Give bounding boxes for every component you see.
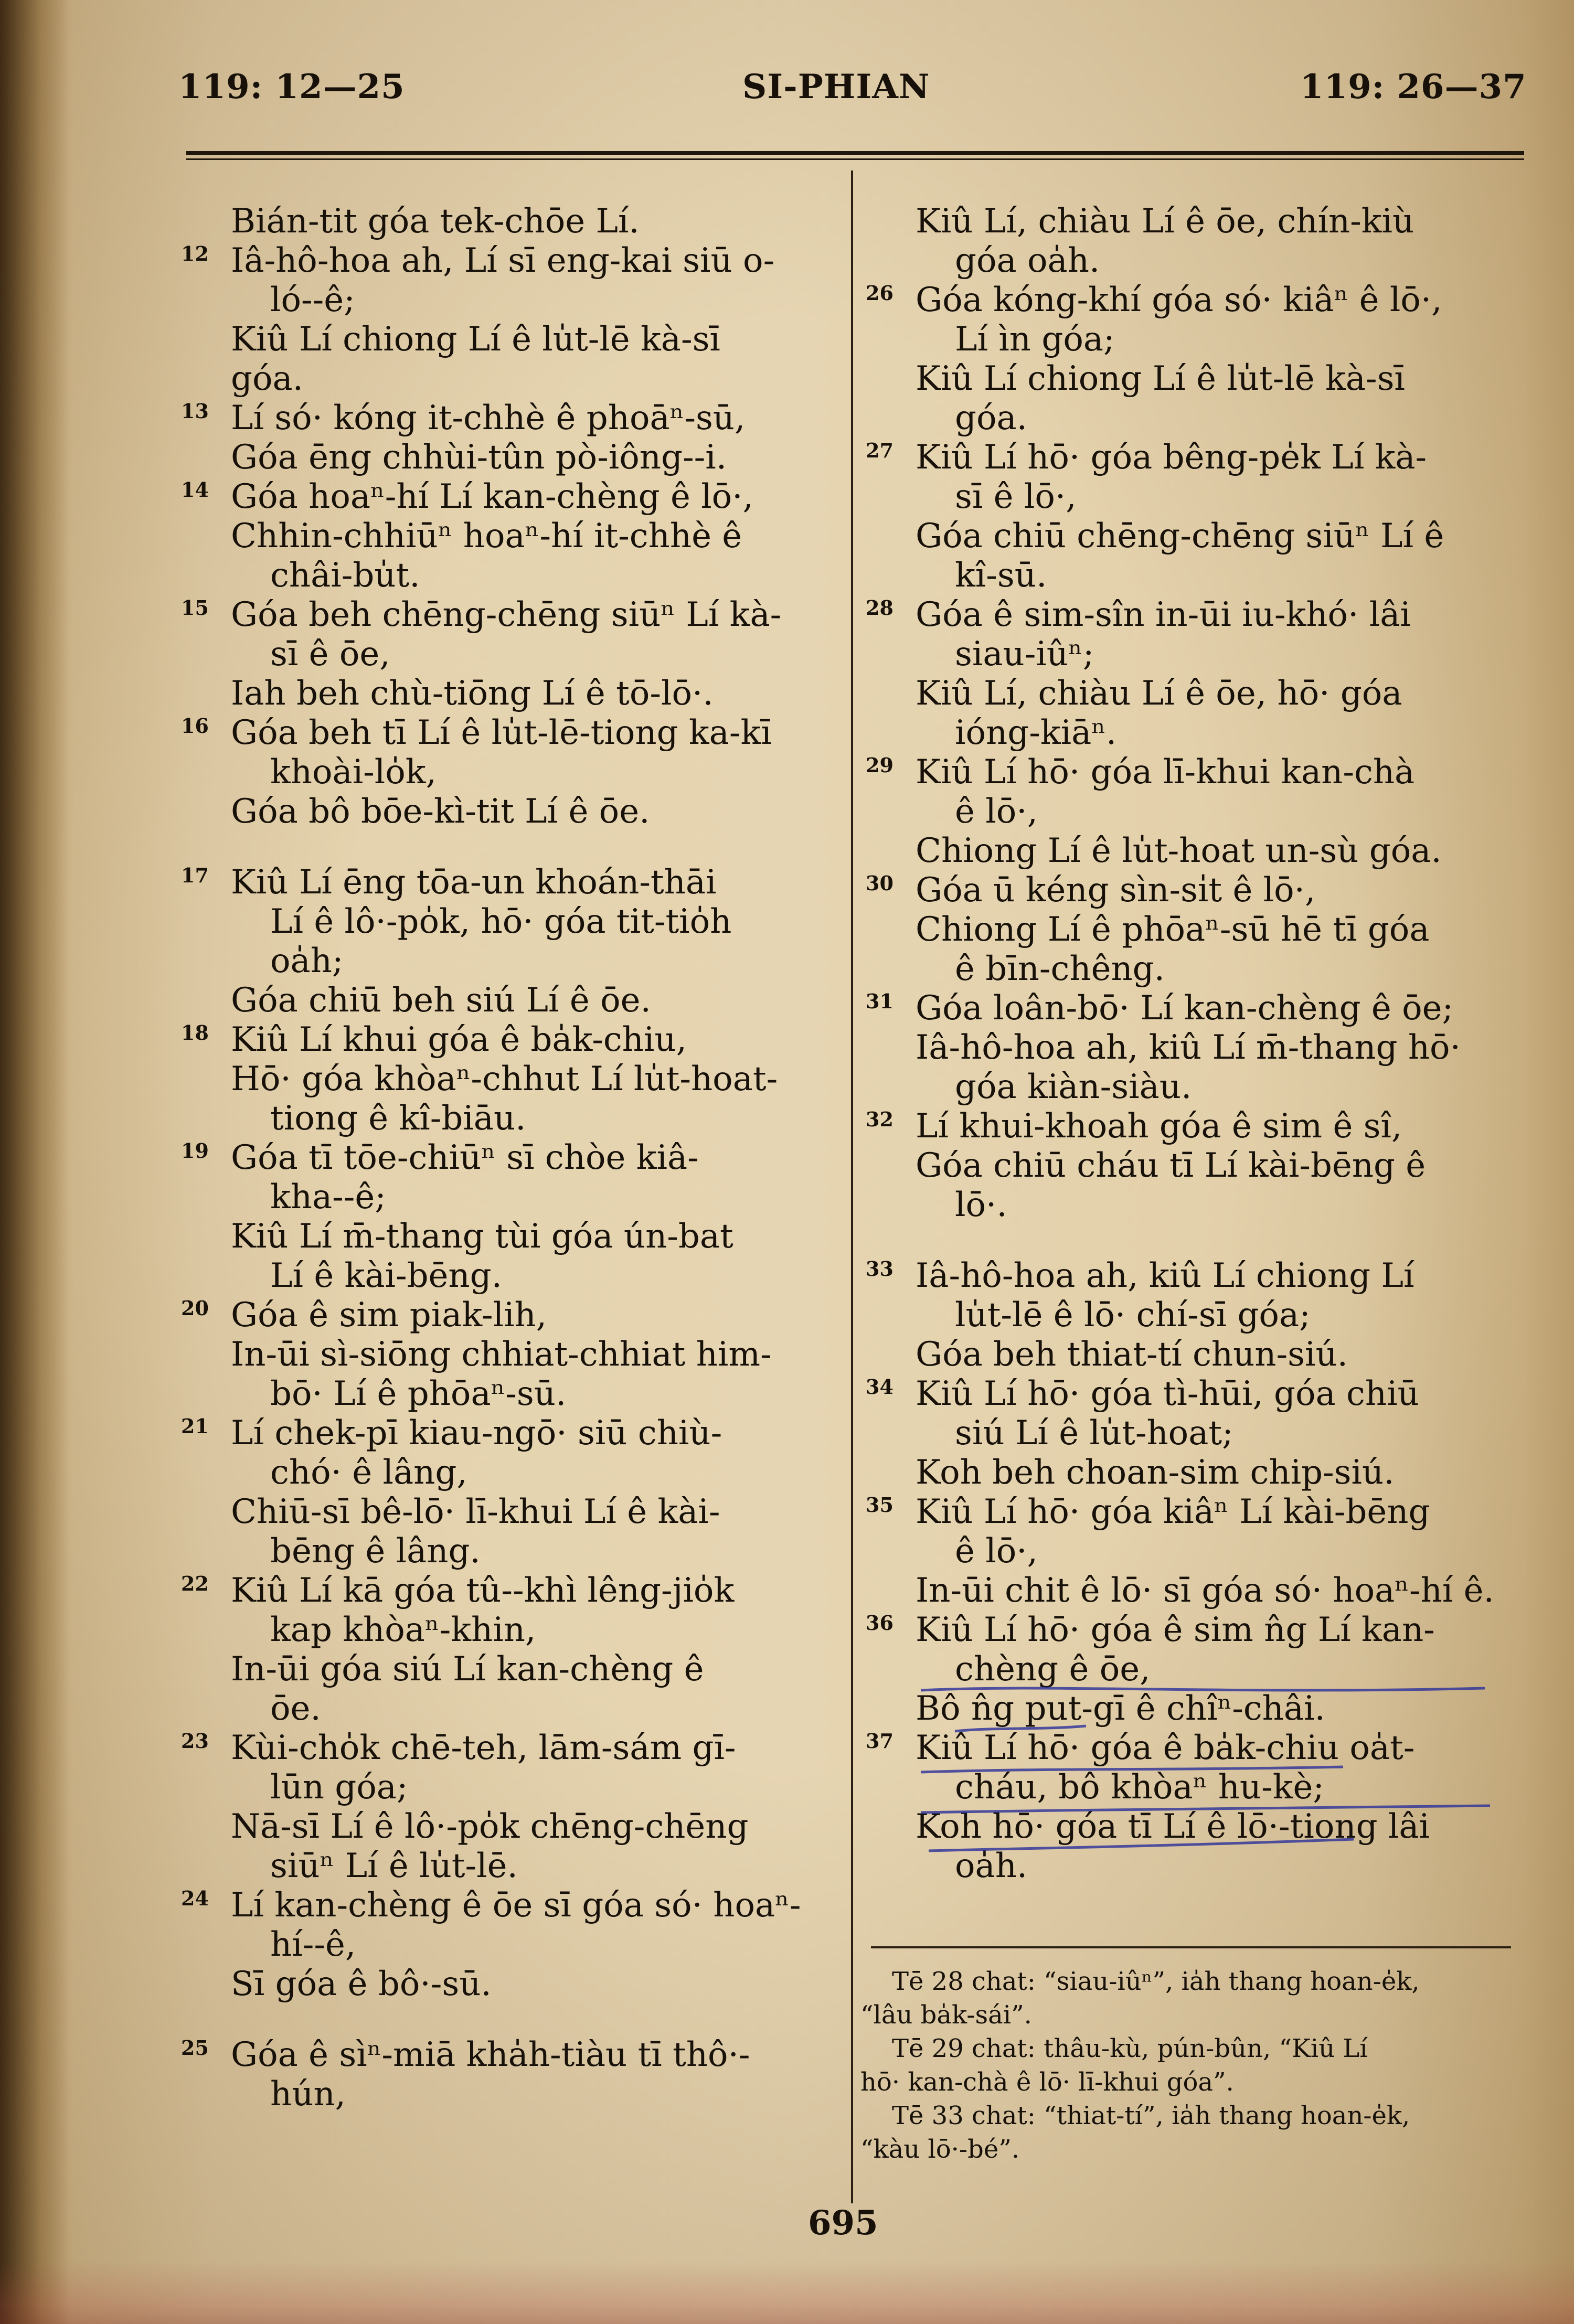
verse-line: Góa ê sìⁿ-miā kha̍h-tiàu tī thô·-: [231, 2035, 750, 2074]
verse: [181, 2035, 834, 2114]
verse-line: lu̍t-lē ê lō· chí-sī góa;: [955, 1296, 1311, 1335]
verse-line: siau-iûⁿ;: [955, 635, 1094, 674]
verse-line: Kiû Lí, chiàu Lí ê ōe, chín-kiù: [916, 202, 1415, 241]
footnote-line: Tē 33 chat: “thiat-tí”, ia̍h thang hoan-e̍k,: [892, 2101, 1410, 2130]
verse-line: Góa ū kéng sìn-si̍t ê lō·,: [916, 871, 1316, 910]
verse-number: 13: [181, 399, 209, 423]
verse-line: khoài-lo̍k,: [270, 753, 437, 792]
verse-number: 25: [181, 2036, 209, 2060]
verse-line: Kiû Lí, chiàu Lí ê ōe, hō· góa: [916, 674, 1402, 713]
verse-number: 23: [181, 1729, 209, 1753]
verse-line: Chhin-chhiūⁿ hoaⁿ-hí it-chhè ê: [231, 517, 742, 556]
verse-line: Hō· góa khòaⁿ-chhut Lí lu̍t-hoat-: [231, 1060, 778, 1099]
left-column: [181, 202, 834, 2114]
verse-number: 36: [866, 1611, 894, 1635]
verse-line: Kiû Lí hō· góa bêng-pe̍k Lí kà-: [916, 438, 1427, 477]
verse: [181, 863, 834, 1020]
footnote-line: Tē 29 chat: thâu-kù, pún-bûn, “Kiû Lí: [892, 2034, 1368, 2063]
verse-line: kap khòaⁿ-khin,: [270, 1611, 536, 1649]
verse-line: Góa chiū chēng-chēng siūⁿ Lí ê: [916, 517, 1444, 556]
verse-line: góa.: [955, 399, 1027, 438]
verse: [866, 595, 1519, 753]
verse-line: chó· ê lâng,: [270, 1453, 467, 1492]
verse-number: 33: [866, 1257, 894, 1281]
running-head-title: SI-PHIAN: [742, 67, 930, 106]
verse-line: Góa bô bōe-kì-tit Lí ê ōe.: [231, 792, 650, 831]
verse: [866, 1493, 1519, 1611]
verse-line: châi-bu̍t.: [270, 556, 420, 595]
verse-number: 28: [866, 596, 894, 620]
verse-number: 21: [181, 1414, 209, 1438]
verse-line: Chiong Lí ê phōaⁿ-sū hē tī góa: [916, 910, 1430, 949]
verse-number: 16: [181, 714, 209, 738]
page-number: 695: [808, 2203, 878, 2243]
verse-line: Lí chek-pī kiau-ngō· siū chiù-: [231, 1414, 722, 1453]
verse: [181, 1729, 834, 1886]
verse-line: cháu, bô khòaⁿ hu-kè;: [955, 1768, 1324, 1807]
verse-line: Lí khui-khoah góa ê sim ê sî,: [916, 1107, 1402, 1146]
verse-line: Kiû Lí hō· góa ê ba̍k-chiu oa̍t-: [916, 1729, 1415, 1767]
verse-line: Kiû Lí khui góa ê ba̍k-chiu,: [231, 1020, 687, 1059]
footnote-line: Tē 28 chat: “siau-iûⁿ”, ia̍h thang hoan-e̍k,: [892, 1967, 1420, 1996]
header-rule-thin: [186, 158, 1524, 160]
verse-number: 29: [866, 753, 894, 777]
verse-line: Iâ-hô-hoa ah, Lí sī eng-kai siū o-: [231, 241, 775, 280]
page-edge-stain: [0, 2261, 1574, 2324]
verse-line: hún,: [270, 2075, 346, 2114]
verse: [916, 202, 1519, 281]
verse-line: Góa ēng chhùi-tûn pò-iông--i.: [231, 438, 727, 477]
footnote-rule: [871, 1946, 1511, 1948]
verse-number: 34: [866, 1375, 894, 1399]
verse-line: Góa beh thiat-tí chun-siú.: [916, 1335, 1348, 1374]
verse-line: In-ūi góa siú Lí kan-chèng ê: [231, 1650, 704, 1689]
verse-line: Góa kóng-khí góa só· kiâⁿ ê lō·,: [916, 281, 1442, 319]
footnote-line: “kàu lō·-bé”.: [860, 2135, 1020, 2164]
verse: [866, 281, 1519, 438]
verse-line: Kiû Lí hō· góa kiâⁿ Lí kài-bēng: [916, 1493, 1430, 1531]
verse: [181, 241, 834, 399]
verse-line: oa̍h.: [955, 1847, 1028, 1885]
verse: [866, 1374, 1519, 1493]
footnote-line: hō· kan-chà ê lō· lī-khui góa”.: [860, 2067, 1234, 2097]
verse-number: 17: [181, 863, 209, 887]
running-head-left: 119: 12—25: [178, 67, 405, 106]
verse: [866, 1107, 1519, 1225]
verse-line: Koh beh choan-sim chip-siú.: [916, 1453, 1395, 1492]
verse-line: Góa chiū beh siú Lí ê ōe.: [231, 981, 651, 1020]
verse: [866, 989, 1519, 1107]
verse-number: 27: [866, 439, 894, 462]
verse-line: ióng-kiāⁿ.: [955, 713, 1117, 752]
verse-line: sī ê ōe,: [270, 635, 390, 674]
right-column: [866, 202, 1519, 1886]
verse-line: siú Lí ê lu̍t-hoat;: [955, 1414, 1233, 1453]
verse: [866, 438, 1519, 595]
verse-number: 14: [181, 478, 209, 502]
verse-line: ê lō·,: [955, 792, 1038, 831]
verse: [231, 202, 834, 241]
verse-line: Iah beh chù-tiōng Lí ê tō-lō·.: [231, 674, 714, 713]
verse-line: ê lō·,: [955, 1532, 1038, 1571]
verse: [866, 753, 1519, 871]
verse-line: Nā-sī Lí ê lô·-po̍k chēng-chēng: [231, 1807, 749, 1846]
verse: [181, 399, 834, 477]
verse-line: lō·.: [955, 1186, 1007, 1224]
verse-line: Chiong Lí ê lu̍t-hoat un-sù góa.: [916, 831, 1442, 870]
verse-line: góa kiàn-siàu.: [955, 1068, 1192, 1106]
verse-line: Lí ê kài-bēng.: [270, 1256, 502, 1295]
verse-line: Góa beh chēng-chēng siūⁿ Lí kà-: [231, 595, 782, 634]
verse: [181, 1571, 834, 1729]
verse-line: Lí kan-chèng ê ōe sī góa só· hoaⁿ-: [231, 1886, 801, 1925]
column-divider: [851, 170, 853, 2203]
verse-number: 37: [866, 1729, 894, 1753]
book-spine-shadow: [0, 0, 68, 2324]
verse-line: Kùi-cho̍k chē-teh, lām-sám gī-: [231, 1729, 736, 1767]
verse-number: 32: [866, 1107, 894, 1131]
verse-number: 26: [866, 281, 894, 305]
verse-number: 30: [866, 871, 894, 895]
verse: [181, 477, 834, 595]
verse-line: siūⁿ Lí ê lu̍t-lē.: [270, 1847, 518, 1885]
verse-line: Kiû Lí kā góa tû--khì lêng-jio̍k: [231, 1571, 735, 1610]
running-head-right: 119: 26—37: [1300, 67, 1527, 106]
verse-line: chèng ê ōe,: [955, 1650, 1151, 1689]
stanza-gap: [231, 2004, 834, 2035]
verse-line: kî-sū.: [955, 556, 1047, 595]
verse-line: sī ê lō·,: [955, 477, 1077, 516]
verse-line: Chiū-sī bê-lō· lī-khui Lí ê kài-: [231, 1493, 720, 1531]
verse-number: 31: [866, 989, 894, 1013]
verse-line: oa̍h;: [270, 942, 344, 980]
verse: [181, 713, 834, 831]
verse-line: Kiû Lí hō· góa ê sim n̂g Lí kan-: [916, 1611, 1435, 1649]
verse-line: Koh hō· góa tī Lí ê lō·-tiong lâi: [916, 1807, 1430, 1846]
verse-line: góa.: [231, 359, 303, 398]
verse: [181, 595, 834, 713]
verse-number: 20: [181, 1296, 209, 1320]
verse-line: Góa loân-bō· Lí kan-chèng ê ōe;: [916, 989, 1454, 1028]
verse-line: Lí só· kóng it-chhè ê phoāⁿ-sū,: [231, 399, 746, 438]
verse-line: Kiû Lí hō· góa tì-hūi, góa chiū: [916, 1374, 1419, 1413]
verse-line: In-ūi chit ê lō· sī góa só· hoaⁿ-hí ê.: [916, 1571, 1494, 1610]
footnotes: [860, 1965, 1522, 2166]
verse: [181, 1138, 834, 1296]
verse-line: kha--ê;: [270, 1178, 386, 1217]
verse-line: Kiû Lí chiong Lí ê lu̍t-lē kà-sī: [231, 320, 720, 359]
verse-line: Iâ-hô-hoa ah, kiû Lí chiong Lí: [916, 1256, 1415, 1295]
verse-line: Bô n̂g put-gī ê chîⁿ-châi.: [916, 1689, 1325, 1728]
verse-line: tiong ê kî-biāu.: [270, 1099, 526, 1138]
verse-line: Kiû Lí hō· góa lī-khui kan-chà: [916, 753, 1415, 792]
verse-line: Bián-tit góa tek-chōe Lí.: [231, 202, 640, 241]
verse-line: Lí ê lô·-po̍k, hō· góa tit-tio̍h: [270, 902, 732, 941]
verse-number: 18: [181, 1021, 209, 1044]
verse-line: ló--ê;: [270, 281, 355, 319]
verse-line: In-ūi sì-siōng chhiat-chhiat him-: [231, 1335, 772, 1374]
verse: [181, 1886, 834, 2004]
verse-line: Góa ê sim piak-lih,: [231, 1296, 547, 1335]
verse-line: Iâ-hô-hoa ah, kiû Lí m̄-thang hō·: [916, 1028, 1461, 1067]
verse: [866, 1256, 1519, 1374]
header-rule-thick: [186, 151, 1524, 155]
verse-line: bēng ê lâng.: [270, 1532, 481, 1571]
verse-line: Kiû Lí m̄-thang tùi góa ún-bat: [231, 1217, 733, 1256]
verse-line: Kiû Lí ēng tōa-un khoán-thāi: [231, 863, 717, 902]
handwritten-underline-marks: [892, 1653, 1548, 1873]
verse-line: Kiû Lí chiong Lí ê lu̍t-lē kà-sī: [916, 359, 1405, 398]
verse-line: góa oa̍h.: [955, 241, 1100, 280]
verse: [181, 1296, 834, 1414]
verse: [866, 871, 1519, 989]
verse: [181, 1414, 834, 1571]
verse-line: Góa tī tōe-chiūⁿ sī chòe kiâ-: [231, 1138, 699, 1177]
footnote-line: “lâu ba̍k-sái”.: [860, 2000, 1032, 2030]
verse: [181, 1020, 834, 1138]
verse-line: Góa hoaⁿ-hí Lí kan-chèng ê lō·,: [231, 477, 753, 516]
verse-line: hí--ê,: [270, 1925, 356, 1964]
verse-line: lūn góa;: [270, 1768, 408, 1807]
verse-number: 22: [181, 1572, 209, 1595]
verse-line: Góa chiū cháu tī Lí kài-bēng ê: [916, 1146, 1426, 1185]
verse-line: ê bīn-chêng.: [955, 950, 1165, 988]
verse-line: Sī góa ê bô·-sū.: [231, 1965, 492, 2003]
verse-line: ōe.: [270, 1689, 321, 1728]
verse-line: bō· Lí ê phōaⁿ-sū.: [270, 1374, 567, 1413]
verse-number: 19: [181, 1139, 209, 1163]
verse-line: Góa beh tī Lí ê lu̍t-lē-tiong ka-kī: [231, 713, 772, 752]
verse-line: Lí ìn góa;: [955, 320, 1115, 359]
verse-number: 35: [866, 1493, 894, 1517]
verse-number: 12: [181, 242, 209, 265]
verse-number: 15: [181, 596, 209, 620]
stanza-gap: [231, 831, 834, 863]
verse-number: 24: [181, 1886, 209, 1910]
verse-line: Góa ê sim-sîn in-ūi iu-khó· lâi: [916, 595, 1411, 634]
stanza-gap: [916, 1225, 1519, 1256]
